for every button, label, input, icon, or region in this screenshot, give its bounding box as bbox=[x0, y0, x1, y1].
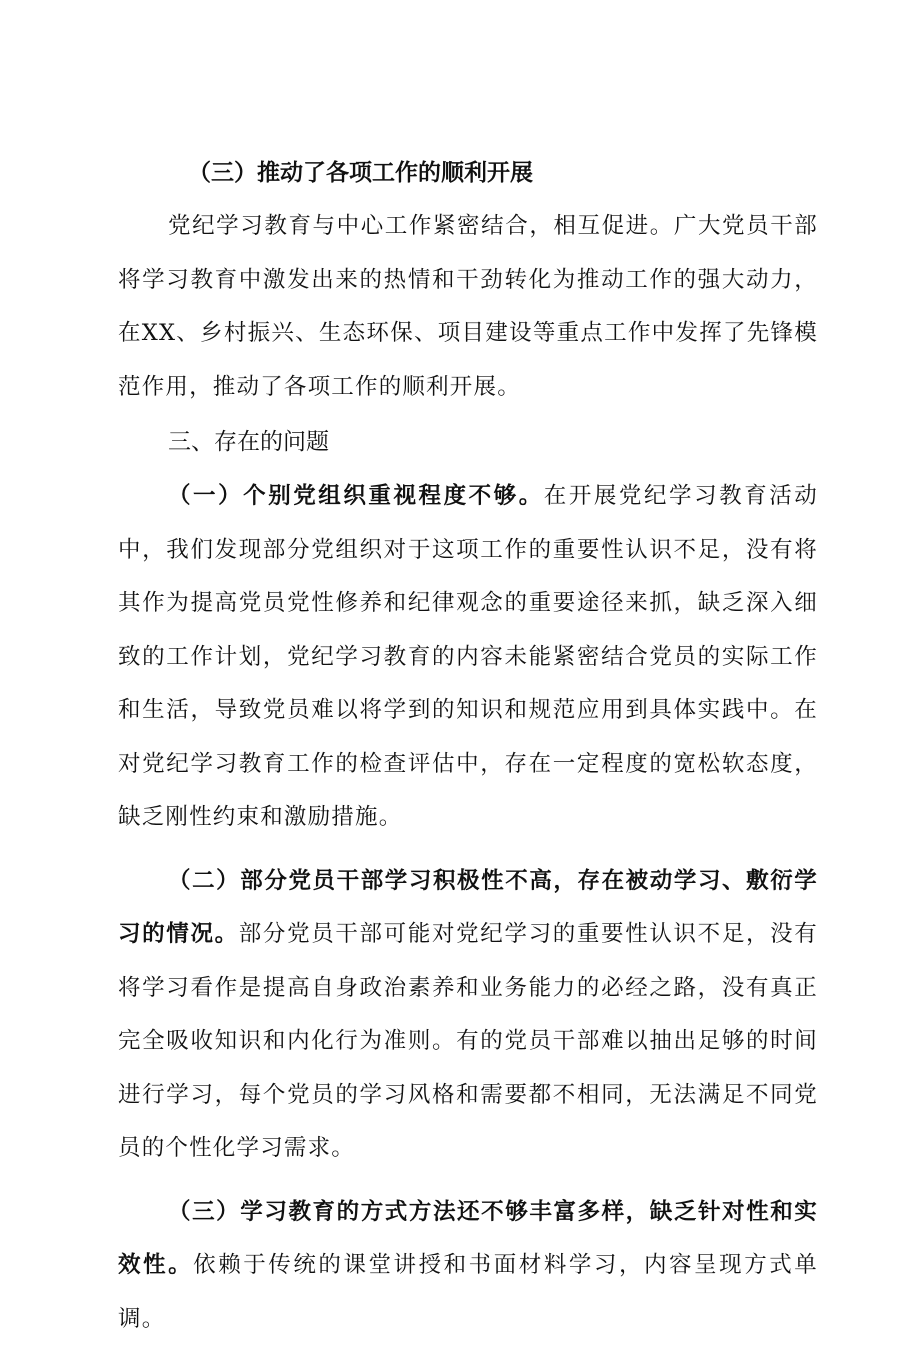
subsection-title: （三）推动了各项工作的顺利开展 bbox=[118, 146, 818, 200]
problem-lead-3: （三）学习教育的方式方法还不够丰富多样，缺乏针对性和实效性。 bbox=[118, 1199, 818, 1279]
problem-lead-1: （一）个别党组织重视程度不够。 bbox=[168, 483, 544, 509]
problem-body-3: 依赖于传统的课堂讲授和书面材料学习，内容呈现方式单调。 bbox=[118, 1252, 818, 1332]
problem-body-1: 在开展党纪学习教育活动中，我们发现部分党组织对于这项工作的重要性认识不足，没有将其作为提高党员党性修养和纪律观念的重要途径来抓，缺乏深入细致的工作计划，党纪学习教育的内容未能紧密结合党员的实际工作和生活，导致党员难以将学到的知识和规范应用到具体实践中。在对党纪学习教育工作的检查评估中，存在一定程度的宽松软态度，缺乏刚性约束和激励措施。 bbox=[118, 483, 818, 830]
problem-paragraph-3 bbox=[118, 1186, 818, 1346]
paragraph-gap bbox=[118, 845, 818, 855]
section-title: 三、存在的问题 bbox=[118, 414, 818, 470]
problem-paragraph-1 bbox=[118, 470, 818, 845]
problem-lead-2: （二）部分党员干部学习积极性不高，存在被动学习、敷衍学习的情况。 bbox=[118, 868, 818, 948]
subsection-body: 党纪学习教育与中心工作紧密结合，相互促进。广大党员干部将学习教育中激发出来的热情和干劲转化为推动工作的强大动力，在XX、乡村振兴、生态环保、项目建设等重点工作中发挥了先锋模范作用，推动了各项工作的顺利开展。 bbox=[118, 200, 818, 414]
paragraph-gap bbox=[118, 1176, 818, 1186]
problem-paragraph-2 bbox=[118, 855, 818, 1176]
problem-body-2: 部分党员干部可能对党纪学习的重要性认识不足，没有将学习看作是提高自身政治素养和业务能力的必经之路，没有真正完全吸收知识和内化行为准则。有的党员干部难以抽出足够的时间进行学习，每个党员的学习风格和需要都不相同，无法满足不同党员的个性化学习需求。 bbox=[118, 921, 818, 1161]
document-content bbox=[118, 146, 818, 1346]
